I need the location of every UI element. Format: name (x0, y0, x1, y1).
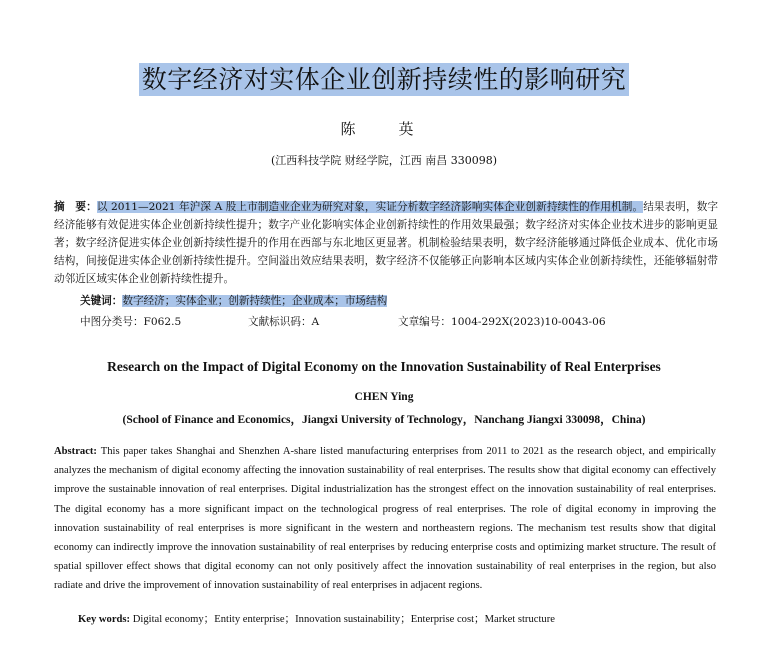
abstract-en-label: Abstract: (54, 446, 97, 457)
abstract-zh-body: 结果表明，数字经济能够有效促进实体企业创新持续性提升；数字产业化影响实体企业创新持续性的作用效果最强；数字经济对实体企业技术进步的影响更显著；数字经济促进实体企业创新持续性提升的作用在西部与东北地区更显著。机制检验结果表明，数字经济能够通过降低企业成本、优化市场结构，间接促进实体企业创新持续性提升。空间溢出效应结果表明，数字经济不仅能够正向影响本区域内实体企业创新持续性，还能够辐射带动邻近区域实体企业创新持续性提升。 (54, 201, 719, 285)
abstract-zh-highlighted-sentence: 以 2011—2021 年沪深 A 股上市制造业企业为研究对象，实证分析数字经济影响实体企业创新持续性的作用机制。 (96, 201, 644, 213)
author-affiliation: (江西科技学院 财经学院，江西 南昌 330098) (270, 154, 498, 167)
article-number: 文章编号：1004-292X(2023)10-0043-06 (398, 316, 606, 328)
paper-title-text: 数字经济对实体企业创新持续性的影响研究 (139, 63, 630, 96)
paper-title (0, 60, 768, 96)
abstract-en (54, 442, 716, 596)
document-code: 文献标识码：A (248, 316, 320, 328)
keywords-en-label: Key words: (78, 614, 131, 625)
keywords-en-value: Digital economy；Entity enterprise；Innovation sustainability；Enterprise cost；Market structure (132, 614, 555, 625)
keywords-zh-label: 关键词： (80, 295, 123, 307)
english-title: Research on the Impact of Digital Economy on the Innovation Sustainability of Real Enterprises (107, 359, 661, 374)
clc-number: 中图分类号：F062.5 (80, 316, 182, 328)
keywords-zh (80, 292, 387, 310)
english-author: CHEN Ying (354, 391, 414, 403)
english-affiliation: (School of Finance and Economics，Jiangxi University of Technology，Nanchang Jiangxi 330098，China) (122, 414, 646, 426)
author-name: 陈 英 (340, 120, 428, 138)
abstract-en-body: This paper takes Shanghai and Shenzhen A-share listed manufacturing enterprises from 2011 to 2021 as the research object, and empirically analyzes the mechanism of digital economy affecting the innovation sustainability of real enterprises. The results show that digital economy can effectively improve the sustainable innovation of real enterprises. Digital industrialization has the strongest effect on the innovation sustainability of real enterprises. The digital economy has a more significant impact on the technological progress of real enterprises. The role of digital economy in improving the innovation sustainability of real enterprises is more significant in the western and northeastern regions. The mechanism test results show that digital economy can indirectly improve the innovation sustainability of real enterprises by reducing enterprise costs and optimizing market structure. The result of spatial spillover effect shows that digital economy can not only positively affect the innovation sustainability of real enterprises in the region, but also radiate and drive the improvement of innovation sustainability of real enterprises in adjacent regions. (54, 446, 716, 592)
keywords-en (78, 611, 555, 626)
keywords-zh-value: 数字经济；实体企业；创新持续性；企业成本；市场结构 (122, 295, 388, 307)
abstract-zh-label: 摘 要： (54, 201, 97, 213)
abstract-zh (54, 198, 718, 288)
